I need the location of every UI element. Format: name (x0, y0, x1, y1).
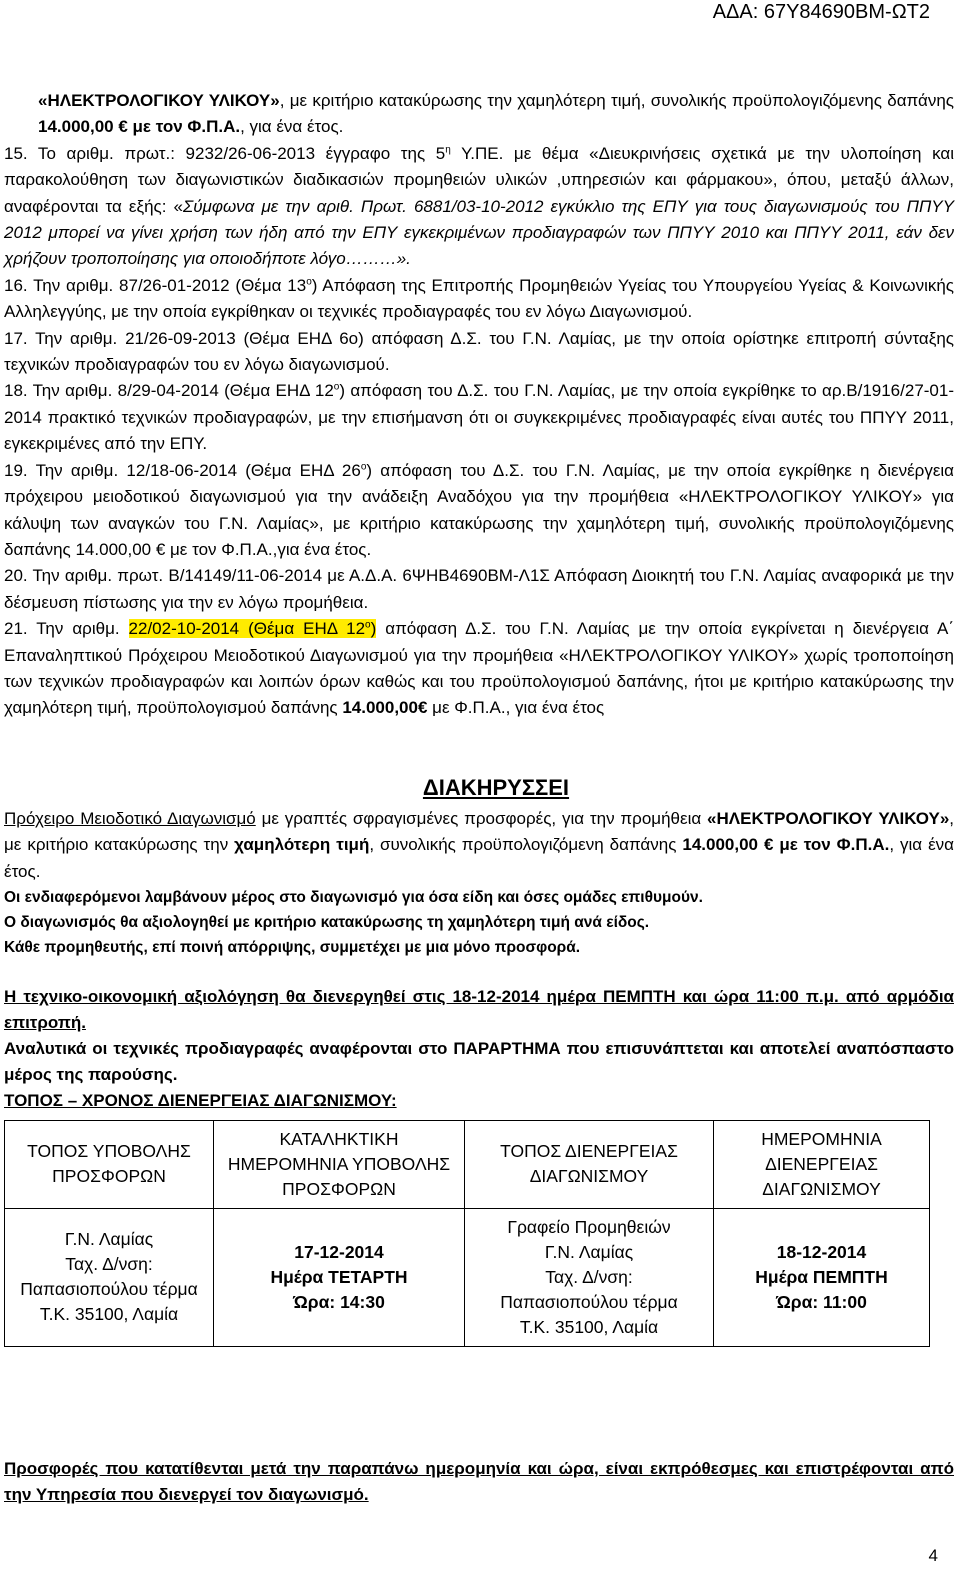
declaration-title (38, 774, 954, 802)
list-item-20 (4, 563, 954, 616)
table-title-text: ΤΟΠΟΣ – ΧΡΟΝΟΣ ΔΙΕΝΕΡΓΕΙΑΣ ΔΙΑΓΩΝΙΣΜΟΥ: (4, 1090, 397, 1110)
final-note-text: Προσφορές που κατατίθενται μετά την παραπάνω ημερομηνία και ώρα, είναι εκπρόθεσμες και επιστρέφονται από την Υπηρεσία που διενεργεί τον διαγωνισμό. (4, 1459, 954, 1504)
item-number: 15. (4, 143, 28, 163)
item-tail: με Φ.Π.Α., για ένα έτος (427, 698, 605, 718)
table-row (5, 1208, 930, 1346)
header-deadline: ΚΑΤΑΛΗΚΤΙΚΗ ΗΜΕΡΟΜΗΝΙΑ ΥΠΟΒΟΛΗΣ ΠΡΟΣΦΟΡΩΝ (214, 1120, 465, 1208)
cell-submission-place: Γ.Ν. Λαμίας Ταχ. Δ/νση: Παπασιοπούλου τέρμα Τ.Κ. 35100, Λαμία (5, 1208, 214, 1346)
document-body (4, 88, 955, 1347)
superscript: ο (360, 461, 367, 473)
highlight-close: ) (370, 619, 377, 639)
list-item-21 (4, 616, 954, 722)
item-number: 18. (4, 381, 28, 401)
item-text: Την αριθμ. πρωτ. Β/14149/11-06-2014 με Α.Δ.Α. 6ΨΗΒ4690ΒΜ-Λ1Σ Απόφαση Διοικητή του Γ.Ν. Λαμίας αναφορικά με την δέσμευση πίστωσης για την εν λόγω προμήθεια. (4, 566, 954, 612)
item-text: Την αριθμ. 21/26-09-2013 (Θέμα ΕΗΔ 6ο) απόφαση Δ.Σ. του Γ.Ν. Λαμίας, με την οποία ορίστηκε επιτροπή σύνταξης τεχνικών προδιαγραφών του εν λόγω διαγωνισμού. (4, 328, 954, 375)
page-number: 4 (928, 1545, 938, 1565)
item-text: Το αριθμ. πρωτ.: 9232/26-06-2013 έγγραφο της 5 (27, 143, 446, 163)
declaration-paragraph (4, 806, 954, 885)
decl-text-d: , για ένα έτος. (4, 835, 954, 881)
item-text-cont: απόφαση Δ.Σ. του Γ.Ν. Λαμίας με την οποία εγκρίνεται η διενέργεια Α΄ Επαναληπτικού Πρόχειρου Μειοδοτικού Διαγωνισμού για την προμήθεια «ΗΛΕΚΤΡΟΛΟΓΙΚΟΥ ΥΛΙΚΟΥ» χωρίς τροποποίηση των τεχνικών προδιαγραφών και λοιπών όρων καθώς και του προϋπολογισμού δαπάνης, ήτοι με κριτήριο κατακύρωσης την χαμηλότερη τιμή, προϋπολογισμού δαπάνης (4, 619, 954, 718)
tender-type: Πρόχειρο Μειοδοτικό Διαγωνισμό (4, 808, 256, 828)
table-title (4, 1088, 954, 1114)
decl-amount: 14.000,00 € με τον Φ.Π.Α. (682, 835, 890, 855)
list-item-15 (4, 141, 954, 273)
schedule-table (4, 1120, 930, 1347)
list-item-18 (4, 378, 954, 457)
superscript: η (445, 144, 451, 156)
annex-note: Αναλυτικά οι τεχνικές προδιαγραφές αναφέρονται στο ΠΑΡΑΡΤΗΜΑ που επισυνάπτεται και αποτελεί αναπόσπαστο μέρος της παρούσης. (4, 1038, 954, 1084)
cell-conduct-date: 18-12-2014 Ημέρα ΠΕΜΠΤΗ Ώρα: 11:00 (714, 1208, 930, 1346)
item-number: 17. (4, 328, 28, 348)
item-text-cont: ) απόφαση του Δ.Σ. του Γ.Ν. Λαμίας, με την οποία εγκρίθηκε το αρ.Β/1916/27-01-2014 πρακτικό τεχνικών προδιαγραφών, με την επισήμανση ότι οι συγκεκριμένες προδιαγραφές είναι αυτές του ΠΠΥΥ 2011, εγκεκριμένες από την ΕΠΥ. (4, 381, 954, 454)
item-quote: Σύμφωνα με την αριθ. Πρωτ. 6881/03-10-2012 εγκύκλιο της ΕΠΥ για τους διαγωνισμούς του ΠΠΥΥ 2012 μπορεί να γίνει χρήση των ήδη από την ΕΠΥ εγκεκριμένων προδιαγραφών των ΠΠΥΥ 2010 και ΠΠΥΥ 2011, εάν δεν χρήζουν τροποποίησης για οποιοδήποτε λόγο………». (4, 196, 954, 269)
cell-conduct-place: Γραφείο Προμηθειών Γ.Ν. Λαμίας Ταχ. Δ/νση: Παπασιοπούλου τέρμα Τ.Κ. 35100, Λαμία (465, 1208, 714, 1346)
superscript: ο (333, 381, 340, 393)
list-item-16 (4, 273, 954, 326)
decl-item-title: «ΗΛΕΚΤΡΟΛΟΓΙΚΟΥ ΥΛΙΚΟΥ» (707, 808, 950, 828)
item-text-cont: ) απόφαση του Δ.Σ. του Γ.Ν. Λαμίας, με την οποία εγκρίθηκε η διενέργεια πρόχειρου μειοδοτικού διαγωνισμού για την ανάδειξη Αναδόχου για την προμήθεια «ΗΛΕΚΤΡΟΛΟΓΙΚΟΥ ΥΛΙΚΟΥ» για κάλυψη των αναγκών του Γ.Ν. Λαμίας», με κριτήριο κατακύρωσης την χαμηλότερη τιμή, συνολικής προϋπολογιζόμενης δαπάνης 14.000,00 € με τον Φ.Π.Α.,για ένα έτος. (4, 460, 954, 559)
decl-line-2: Ο διαγωνισμός θα αξιολογηθεί με κριτήριο κατακύρωσης τη χαμηλότερη τιμή ανά είδος. (4, 913, 650, 931)
item-text-cont: Υ.ΠΕ. με θέμα «Διευκρινήσεις σχετικά με την υλοποίηση και παρακολούθηση των διαγωνιστικών διαδικασιών προμηθειών υλικών ,υπηρεσιών και φάρμακου», όπου, μεταξύ άλλων, αναφέρονται τα εξής: « (4, 143, 954, 216)
intro-text: , με κριτήριο κατακύρωσης την χαμηλότερη τιμή, συνολικής προϋπολογιζόμενης δαπάνης (279, 91, 954, 110)
superscript: ο (365, 619, 371, 631)
list-item-17 (4, 326, 954, 379)
item-number: 20. (4, 566, 28, 586)
intro-paragraph (38, 88, 954, 141)
item-amount: 14.000,00€ (342, 698, 428, 718)
declaration-block (4, 806, 954, 1114)
superscript: ο (306, 276, 312, 288)
intro-tail: , για ένα έτος. (240, 117, 344, 137)
cell-deadline: 17-12-2014 Ημέρα ΤΕΤΑΡΤΗ Ώρα: 14:30 (214, 1208, 465, 1346)
decl-line-1: Οι ενδιαφερόμενοι λαμβάνουν μέρος στο διαγωνισμό για όσα είδη και όσες ομάδες επιθυμούν. (4, 888, 703, 906)
evaluation-text: Η τεχνικο-οικονομική αξιολόγηση θα διενεργηθεί στις 18-12-2014 ημέρα ΠΕΜΠΤΗ και ώρα 11:00 π.μ. από αρμόδια επιτροπή. (4, 986, 954, 1032)
highlighted-reference (129, 619, 377, 638)
decl-line-3: Κάθε προμηθευτής, επί ποινή απόρριψης, συμμετέχει με μια μόνο προσφορά. (4, 938, 581, 956)
decl-text: με γραπτές σφραγισμένες προσφορές, για την προμήθεια (255, 808, 708, 828)
declaration-title-text: ΔΙΑΚΗΡΥΣΣΕΙ (422, 774, 570, 800)
ada-code: ΑΔΑ: 67Υ84690ΒΜ-ΩΤ2 (712, 1, 930, 23)
item-text: Την αριθμ. (27, 619, 129, 639)
header-conduct-place: ΤΟΠΟΣ ΔΙΕΝΕΡΓΕΙΑΣ ΔΙΑΓΩΝΙΣΜΟΥ (465, 1120, 714, 1208)
table-header-row (5, 1120, 930, 1208)
item-number: 16. (4, 275, 28, 295)
decl-text-b: , με κριτήριο κατακύρωσης την (4, 808, 955, 855)
intro-amount: 14.000,00 € με τον Φ.Π.Α. (38, 117, 241, 137)
item-text: Την αριθμ. 12/18-06-2014 (Θέμα ΕΗΔ 26 (27, 460, 361, 480)
item-text-cont: ) Απόφαση της Επιτροπής Προμηθειών Υγείας του Υπουργείου Υγείας & Κοινωνικής Αλληλεγγύης, με την οποία εγκρίθηκαν οι τεχνικές προδιαγραφές του εν λόγω Διαγωνισμού. (4, 275, 954, 322)
item-number: 21. (4, 619, 28, 639)
highlight-text: 22/02-10-2014 (Θέμα ΕΗΔ 12 (128, 619, 366, 639)
header-conduct-date: ΗΜΕΡΟΜΗΝΙΑ ΔΙΕΝΕΡΓΕΙΑΣ ΔΙΑΓΩΝΙΣΜΟΥ (714, 1120, 930, 1208)
decl-text-c: , συνολικής προϋπολογιζόμενη δαπάνης (369, 835, 683, 855)
header-submission-place: ΤΟΠΟΣ ΥΠΟΒΟΛΗΣ ΠΡΟΣΦΟΡΩΝ (5, 1120, 214, 1208)
final-note (4, 1456, 954, 1508)
intro-title: «ΗΛΕΚΤΡΟΛΟΓΙΚΟΥ ΥΛΙΚΟΥ» (38, 91, 280, 110)
decl-criterion: χαμηλότερη τιμή (234, 835, 370, 855)
item-number: 19. (4, 460, 28, 480)
item-text: Την αριθμ. 8/29-04-2014 (Θέμα ΕΗΔ 12 (27, 381, 334, 401)
evaluation-note (4, 984, 954, 1036)
item-text: Την αριθμ. 87/26-01-2012 (Θέμα 13 (27, 275, 307, 295)
list-item-19 (4, 458, 954, 564)
